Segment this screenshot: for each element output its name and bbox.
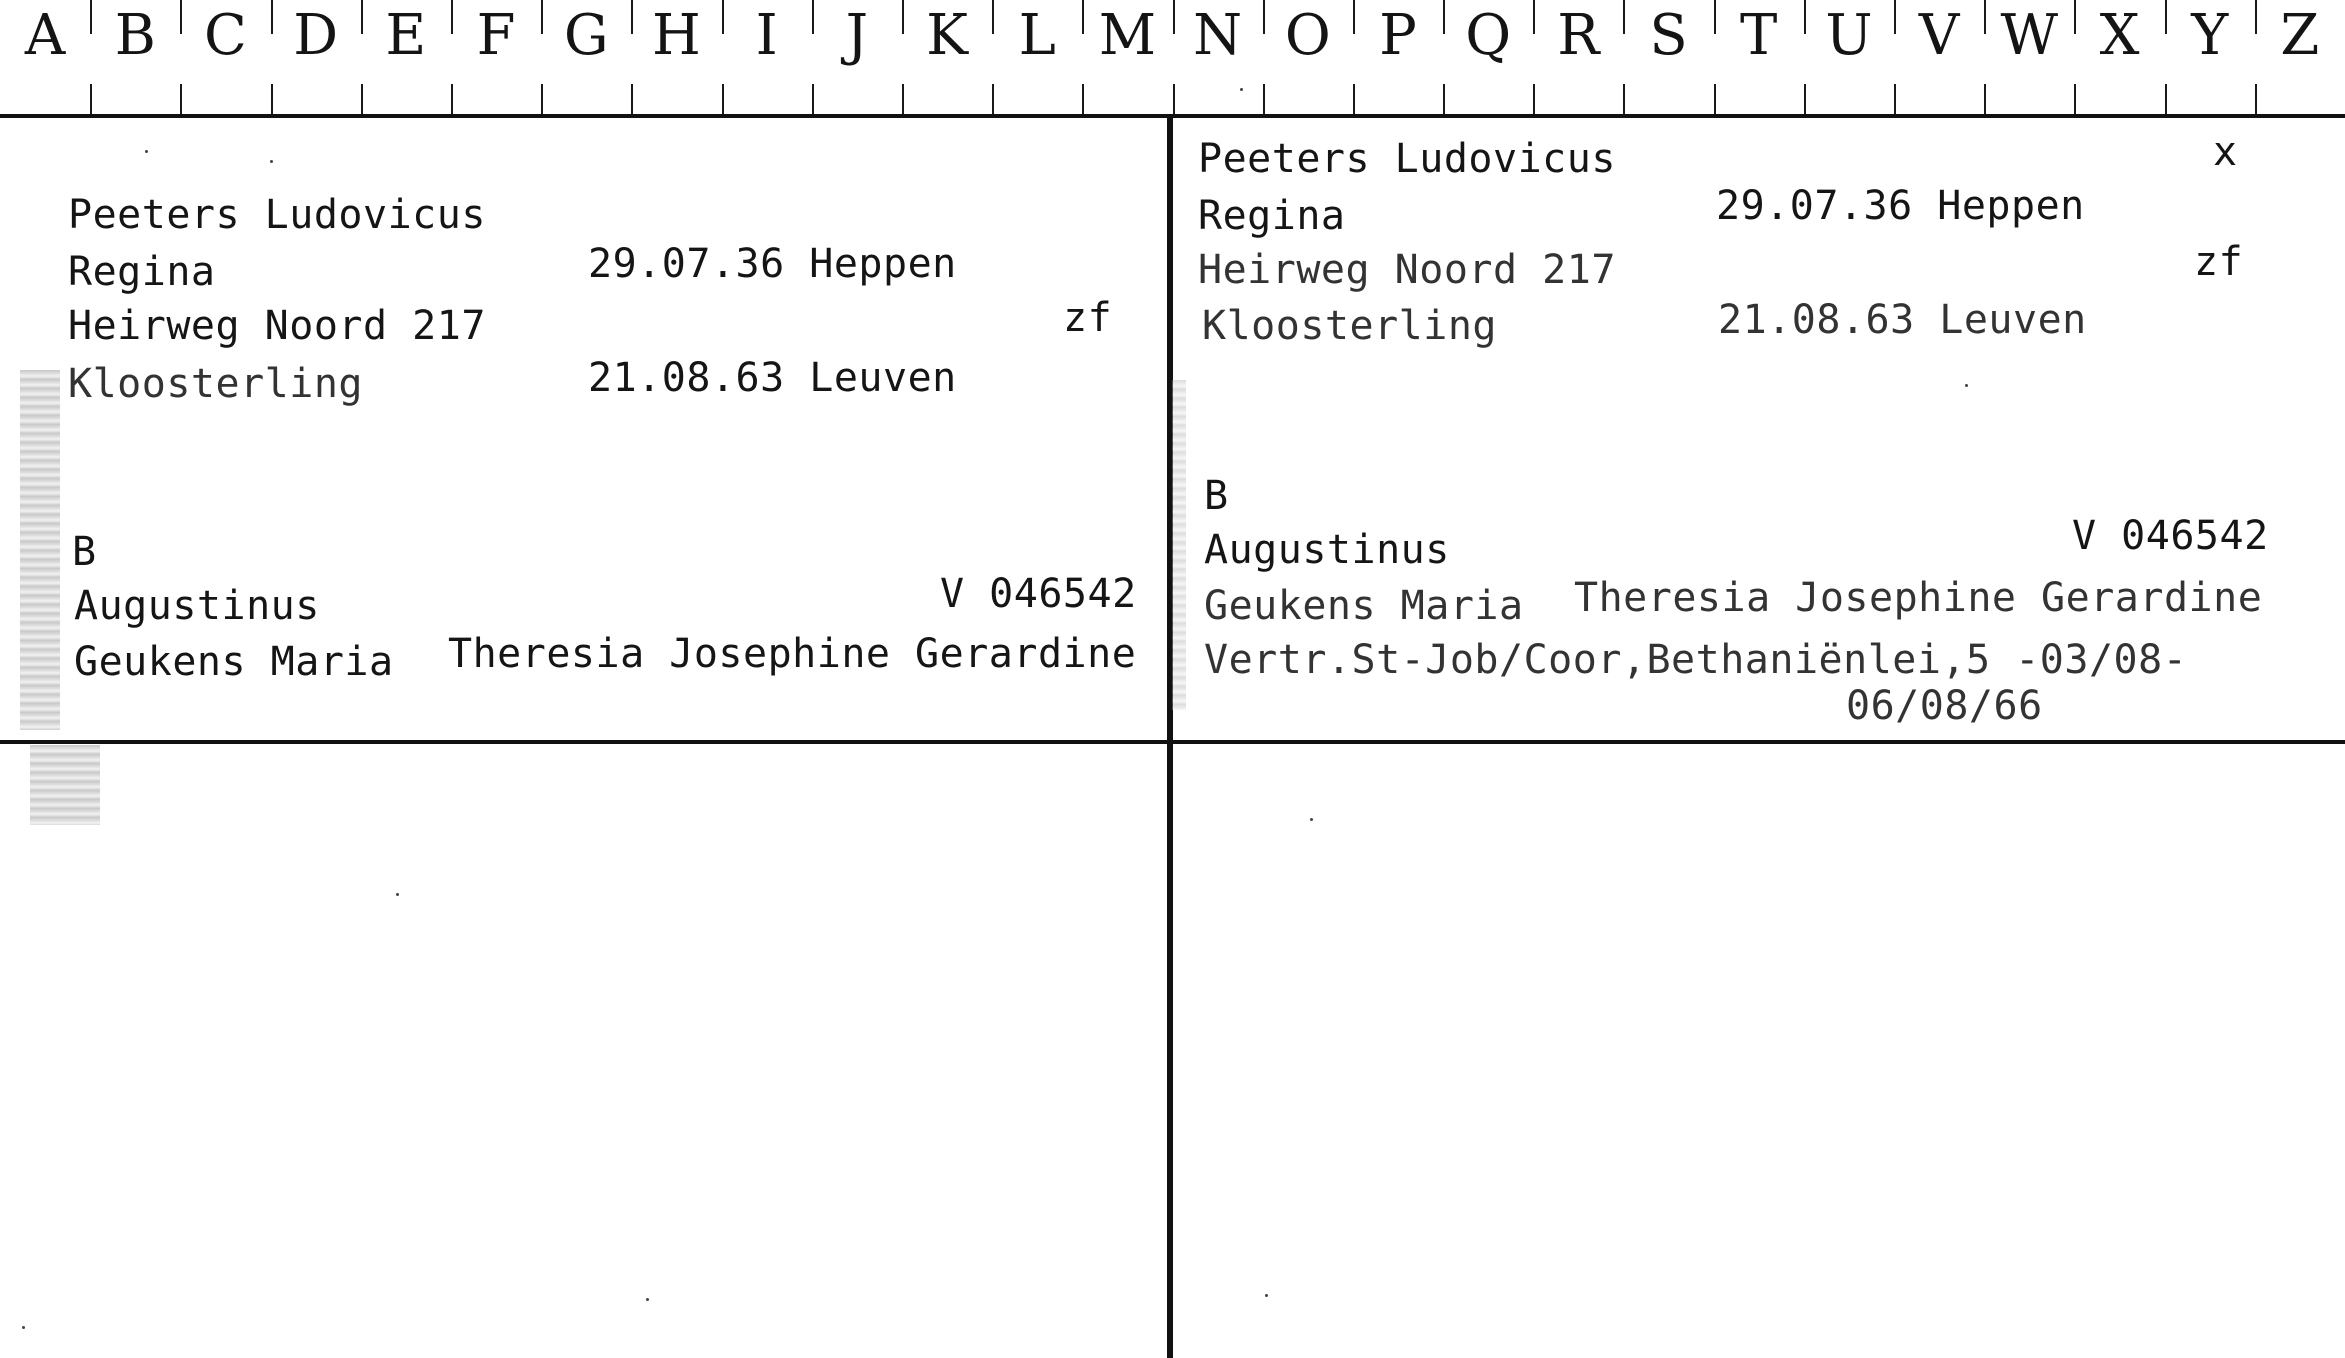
index-separator <box>1804 84 1806 114</box>
index-separator <box>631 0 633 34</box>
right-mark: zf <box>2194 239 2244 285</box>
index-separator <box>2165 84 2167 114</box>
index-letter-i: I <box>755 3 778 68</box>
index-separator <box>1714 84 1716 114</box>
scan-speck <box>396 893 399 896</box>
index-separator <box>1894 0 1896 34</box>
index-separator <box>722 84 724 114</box>
index-separator <box>90 84 92 114</box>
left-mother: Geukens Maria <box>74 639 394 685</box>
right-transfer-date: 06/08/66 <box>1846 683 2043 729</box>
left-address: Heirweg Noord 217 <box>68 303 486 349</box>
right-transfer: Vertr.St-Job/Coor,Bethaniënlei,5 -03/08- <box>1204 637 2188 683</box>
index-separator <box>90 0 92 34</box>
index-letter-s: S <box>1649 3 1688 68</box>
left-number: V 046542 <box>940 571 1137 617</box>
left-status-date: 21.08.63 Leuven <box>588 355 957 401</box>
index-separator <box>1533 84 1535 114</box>
index-separator <box>1984 84 1986 114</box>
right-address: Heirweg Noord 217 <box>1198 247 1616 293</box>
left-name: Peeters Ludovicus <box>68 192 486 238</box>
scan-speck <box>270 160 273 163</box>
index-separator <box>541 0 543 34</box>
scan-speck <box>145 150 148 153</box>
index-separator <box>2255 0 2257 34</box>
index-letter-b: B <box>114 3 156 68</box>
index-separator <box>541 84 543 114</box>
index-separator <box>2074 84 2076 114</box>
index-separator <box>271 84 273 114</box>
index-letter-r: R <box>1557 3 1600 68</box>
index-separator <box>1353 0 1355 34</box>
index-separator <box>2074 0 2076 34</box>
alphabet-index-bar <box>0 0 2345 114</box>
scan-smudge <box>30 745 100 825</box>
right-status-date: 21.08.63 Leuven <box>1718 297 2087 343</box>
index-separator <box>361 0 363 34</box>
index-separator <box>180 0 182 34</box>
left-other-names: Theresia Josephine Gerardine <box>448 631 1137 677</box>
scan-smudge <box>20 370 60 730</box>
index-separator <box>2255 84 2257 114</box>
right-birth: 29.07.36 Heppen <box>1716 183 2085 229</box>
index-separator <box>271 0 273 34</box>
index-letter-n: N <box>1193 3 1243 68</box>
index-letter-g: G <box>563 3 609 68</box>
index-letter-w: W <box>2000 3 2059 68</box>
index-separator <box>1082 0 1084 34</box>
index-letter-t: T <box>1740 3 1778 68</box>
index-separator <box>1533 0 1535 34</box>
index-separator <box>1173 84 1175 114</box>
index-letter-k: K <box>926 3 968 68</box>
index-letter-l: L <box>1018 3 1056 68</box>
index-letter-c: C <box>204 3 247 68</box>
index-separator <box>1263 0 1265 34</box>
scan-speck <box>646 1298 649 1301</box>
left-section-letter: B <box>72 529 97 575</box>
index-letter-y: Y <box>2191 3 2229 68</box>
index-separator <box>451 84 453 114</box>
index-separator <box>180 84 182 114</box>
index-separator <box>1082 84 1084 114</box>
index-separator <box>1804 0 1806 34</box>
scan-smudge <box>1172 380 1186 710</box>
left-mark: zf <box>1063 295 1113 341</box>
right-mother: Geukens Maria <box>1204 583 1524 629</box>
index-letter-p: P <box>1379 3 1417 68</box>
index-letter-j: J <box>845 3 869 68</box>
index-letter-e: E <box>385 3 427 68</box>
card-bottom-rule <box>0 740 2345 744</box>
left-religious-name: Augustinus <box>74 583 320 629</box>
right-corner-mark: x <box>2213 129 2238 175</box>
index-separator <box>2165 0 2167 34</box>
card-divider <box>1167 118 1173 1358</box>
index-separator <box>1443 0 1445 34</box>
right-religious-name: Augustinus <box>1204 527 1450 573</box>
index-separator <box>812 84 814 114</box>
index-letter-m: M <box>1098 3 1157 68</box>
index-separator <box>1894 84 1896 114</box>
index-separator <box>992 84 994 114</box>
index-separator <box>1173 0 1175 34</box>
index-separator <box>631 84 633 114</box>
right-number: V 046542 <box>2072 513 2269 559</box>
index-separator <box>1623 0 1625 34</box>
index-letter-q: Q <box>1465 3 1512 68</box>
index-letter-h: H <box>652 3 701 68</box>
index-separator <box>992 0 994 34</box>
index-letter-u: U <box>1825 3 1873 68</box>
index-separator <box>361 84 363 114</box>
scan-speck <box>1265 1294 1268 1297</box>
index-letter-v: V <box>1918 3 1960 68</box>
index-separator <box>1353 84 1355 114</box>
index-separator <box>1714 0 1716 34</box>
right-name: Peeters Ludovicus <box>1198 136 1616 182</box>
index-letter-f: F <box>476 3 516 68</box>
index-separator <box>451 0 453 34</box>
index-separator <box>812 0 814 34</box>
index-letter-o: O <box>1284 3 1331 68</box>
scan-speck <box>22 1326 25 1329</box>
left-status: Kloosterling <box>68 361 363 407</box>
scan-speck <box>1965 384 1968 387</box>
right-given-name: Regina <box>1198 193 1346 239</box>
index-separator <box>1263 84 1265 114</box>
right-other-names: Theresia Josephine Gerardine <box>1574 575 2263 621</box>
index-separator <box>902 84 904 114</box>
scan-speck <box>1310 818 1313 821</box>
index-separator <box>1443 84 1445 114</box>
index-letter-a: A <box>24 3 66 68</box>
index-separator <box>902 0 904 34</box>
index-letter-x: X <box>2099 3 2140 68</box>
index-letter-z: Z <box>2280 3 2320 68</box>
left-given-name: Regina <box>68 249 216 295</box>
index-letter-d: D <box>293 3 339 68</box>
index-separator <box>1984 0 1986 34</box>
index-separator <box>722 0 724 34</box>
scan-speck <box>1240 88 1243 91</box>
right-status: Kloosterling <box>1202 303 1497 349</box>
left-birth: 29.07.36 Heppen <box>588 241 957 287</box>
index-separator <box>1623 84 1625 114</box>
right-section-letter: B <box>1204 473 1229 519</box>
